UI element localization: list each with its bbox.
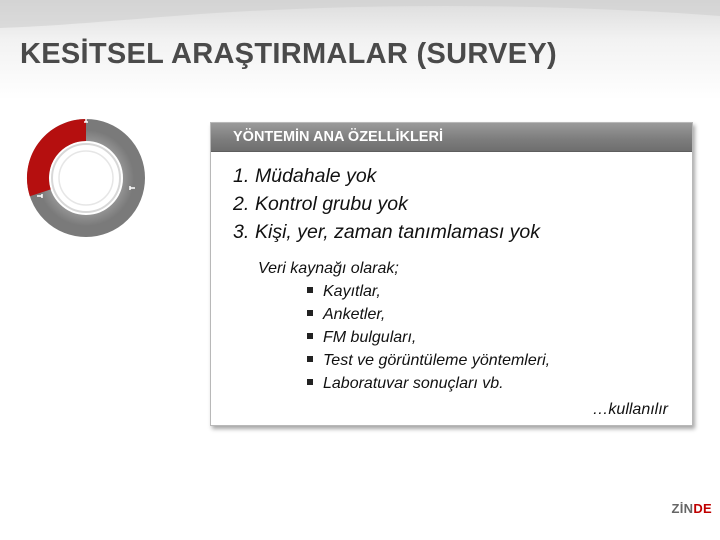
numbered-item: 2. Kontrol grubu yok (233, 193, 408, 215)
square-bullet-icon (307, 310, 313, 316)
ring-inner (52, 144, 120, 212)
list-item: Anketler, (307, 303, 692, 326)
square-bullet-icon (307, 287, 313, 293)
panel-header: YÖNTEMİN ANA ÖZELLİKLERİ (211, 123, 692, 152)
features-panel (210, 122, 693, 426)
list-item: FM bulguları, (307, 326, 692, 349)
header-swoosh (0, 0, 720, 40)
numbered-list (233, 162, 692, 246)
list-item: Laboratuvar sonuçları vb. (307, 372, 692, 395)
numbered-item: 1. Müdahale yok (233, 165, 377, 187)
brand-logo: ZİNDE (671, 501, 712, 516)
closing-text: …kullanılır (592, 401, 668, 418)
square-bullet-icon (307, 333, 313, 339)
data-source-intro: Veri kaynağı olarak; (258, 260, 399, 277)
bullet-list (307, 280, 692, 395)
numbered-item: 3. Kişi, yer, zaman tanımlaması yok (233, 221, 541, 243)
square-bullet-icon (307, 356, 313, 362)
page-title: KESİTSEL ARAŞTIRMALAR (SURVEY) (20, 38, 557, 70)
list-item: Kayıtlar, (307, 280, 692, 303)
progress-ring-graphic (24, 116, 148, 240)
square-bullet-icon (307, 379, 313, 385)
list-item: Test ve görüntüleme yöntemleri, (307, 349, 692, 372)
